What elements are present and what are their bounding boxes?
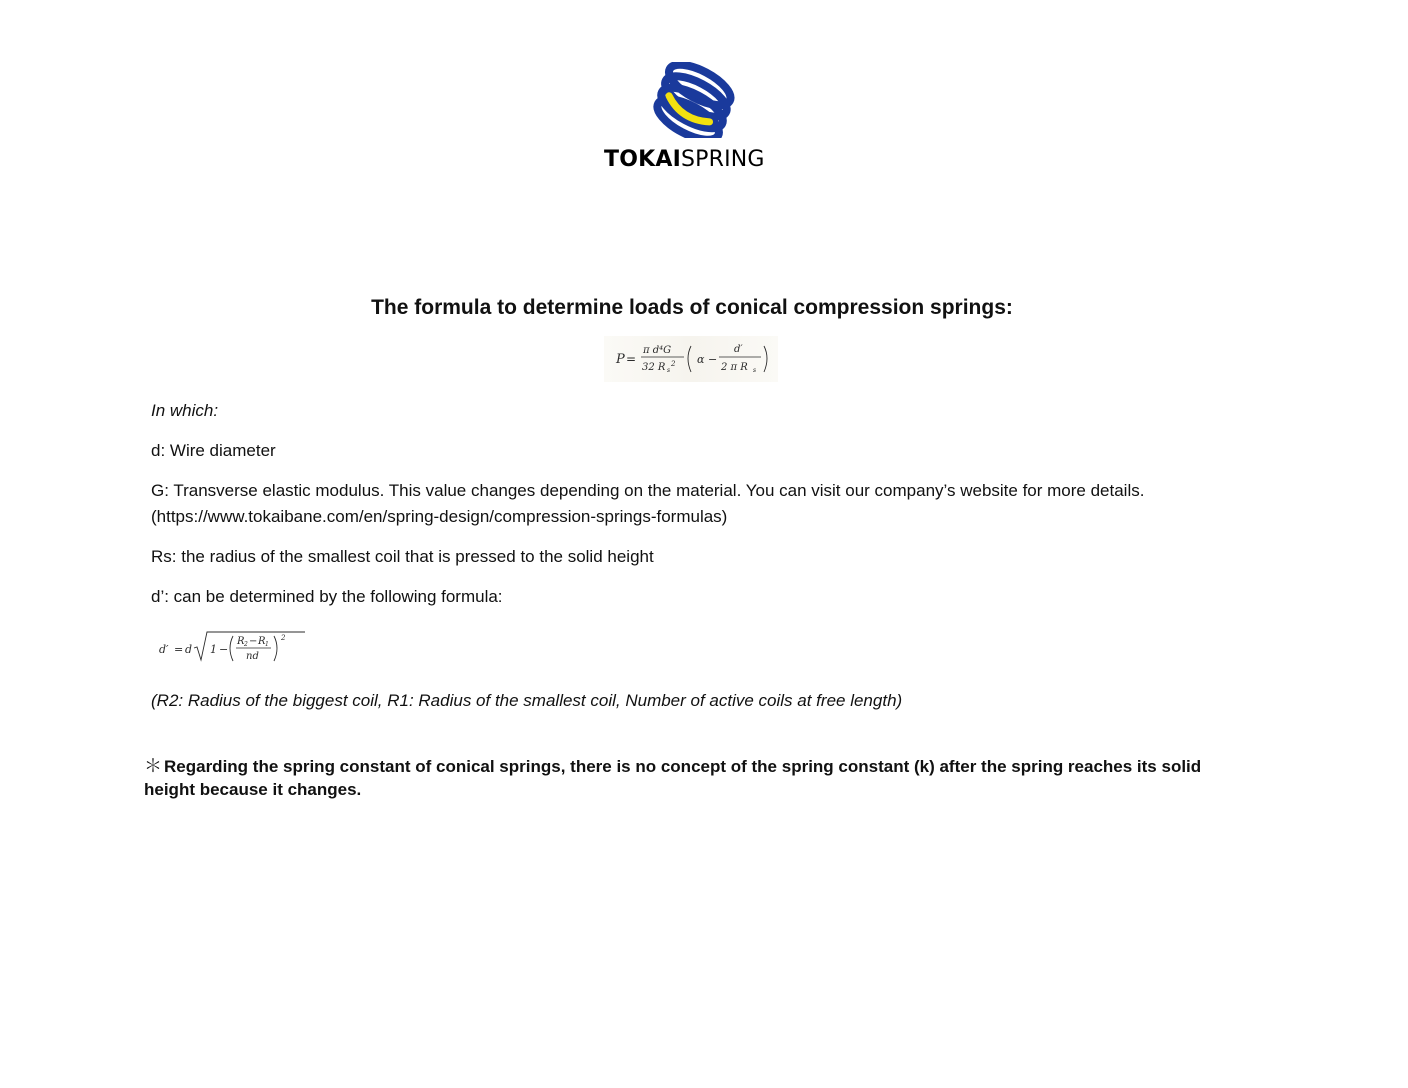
definition-g-url: (https://www.tokaibane.com/en/spring-design/compression-springs-formulas) xyxy=(151,507,728,526)
svg-text:P: P xyxy=(616,352,625,367)
svg-text:=: = xyxy=(626,352,637,366)
svg-text:s: s xyxy=(667,367,671,374)
svg-text:=: = xyxy=(174,643,184,656)
note-asterisk: ＊ xyxy=(144,756,162,777)
svg-text:α: α xyxy=(697,353,705,366)
logo-word-light: SPRING xyxy=(680,147,765,172)
load-formula-image xyxy=(604,336,778,382)
note-text: Regarding the spring constant of conical springs, there is no concept of the spring constant (k) after the spring reaches its solid height because it changes. xyxy=(144,757,1202,799)
svg-text:d′: d′ xyxy=(159,643,169,656)
definition-rs: Rs: the radius of the smallest coil that is pressed to the solid height xyxy=(151,547,654,566)
svg-text:s: s xyxy=(753,367,757,374)
in-which-label: In which: xyxy=(151,401,219,420)
svg-text:nd: nd xyxy=(246,651,259,662)
svg-text:2: 2 xyxy=(671,360,676,368)
definition-d: d: Wire diameter xyxy=(151,441,276,460)
spring-coil-logo-icon xyxy=(648,62,740,138)
svg-text:2: 2 xyxy=(244,641,248,648)
svg-text:R: R xyxy=(237,636,245,647)
svg-text:d′: d′ xyxy=(734,344,743,355)
svg-text:1: 1 xyxy=(265,641,269,648)
svg-text:−: − xyxy=(219,643,229,656)
svg-text:2: 2 xyxy=(281,634,286,642)
dprime-formula-image xyxy=(157,628,307,668)
definition-g: G: Transverse elastic modulus. This value changes depending on the material. You can visit our company’s website for more details. xyxy=(151,481,1145,500)
svg-text:2 π R: 2 π R xyxy=(721,362,748,373)
spring-constant-note xyxy=(144,755,1224,801)
svg-text:−: − xyxy=(249,636,258,647)
svg-text:π d⁴G: π d⁴G xyxy=(643,345,672,356)
svg-text:R: R xyxy=(258,636,266,647)
svg-text:32 R: 32 R xyxy=(642,362,666,373)
tokai-spring-logo xyxy=(604,62,782,176)
svg-text:d: d xyxy=(185,643,193,656)
radius-legend-note: (R2: Radius of the biggest coil, R1: Radius of the smallest coil, Number of active coils at free length) xyxy=(151,691,903,710)
logo-wordmark xyxy=(604,145,782,175)
svg-text:1: 1 xyxy=(210,643,217,656)
page-title: The formula to determine loads of conical compression springs: xyxy=(371,296,1013,319)
svg-text:−: − xyxy=(708,353,718,366)
logo-word-bold: TOKAI xyxy=(604,147,681,172)
definition-dprime: d’: can be determined by the following formula: xyxy=(151,587,503,606)
